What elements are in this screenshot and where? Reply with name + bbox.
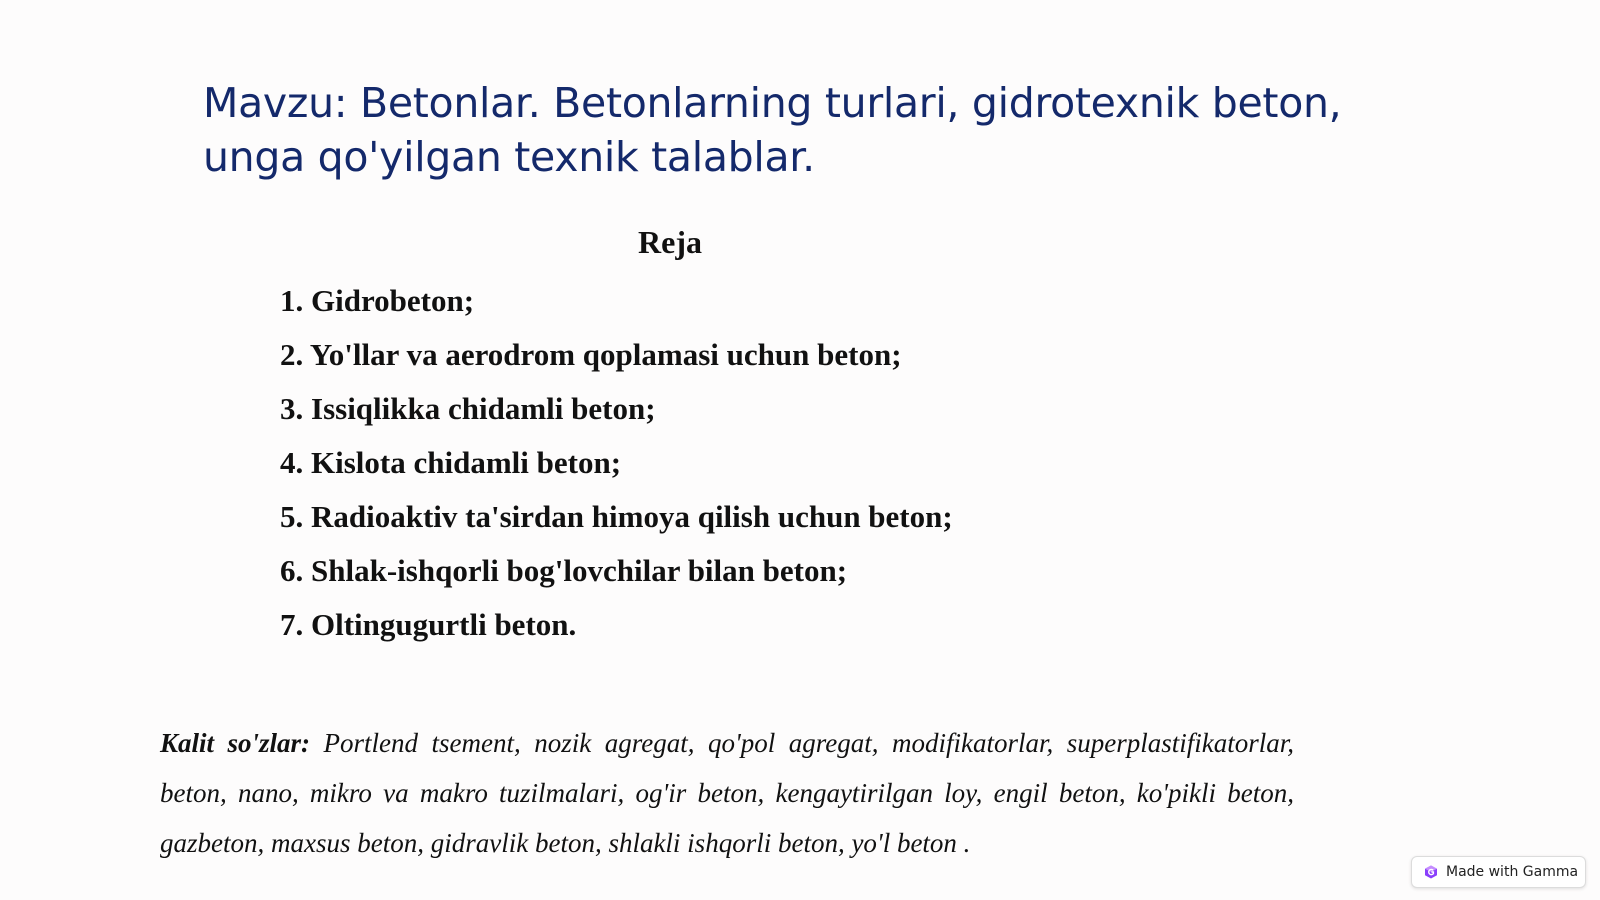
plan-item: 7. Oltingugurtli beton.: [280, 607, 577, 642]
plan-item: 2. Yo'llar va aerodrom qoplamasi uchun beton;: [280, 337, 902, 372]
badge-label: Made with Gamma: [1446, 864, 1579, 880]
plan-item: 4. Kislota chidamli beton;: [280, 445, 622, 480]
plan-item: 6. Shlak-ishqorli bog'lovchilar bilan beton;: [280, 553, 848, 588]
plan-item: 3. Issiqlikka chidamli beton;: [280, 391, 656, 426]
made-with-gamma-badge[interactable]: [1411, 856, 1586, 888]
plan-item: 1. Gidrobeton;: [280, 283, 475, 318]
keywords-label: Kalit so'zlar:: [160, 728, 311, 758]
plan-item: 5. Radioaktiv ta'sirdan himoya qilish uchun beton;: [280, 499, 953, 534]
keywords-text: Portlend tsement, nozik agregat, qo'pol agregat, modifikatorlar, superplastifikatorlar, beton, nano, mikro va makro tuzilmalari, og'ir beton, kengaytirilgan loy, engil beton, ko'pikli beton, gazbeton, maxsus beton, gidravlik beton, shlakli ishqorli beton, yo'l beton .: [160, 728, 1295, 858]
gamma-logo-icon: [1424, 865, 1438, 879]
slide-title: Mavzu: Betonlar. Betonlarning turlari, gidrotexnik beton, unga qo'yilgan texnik talablar.: [203, 79, 1342, 181]
keywords-paragraph: [160, 718, 1294, 868]
plan-list: [280, 274, 953, 652]
plan-heading: Reja: [638, 224, 702, 260]
